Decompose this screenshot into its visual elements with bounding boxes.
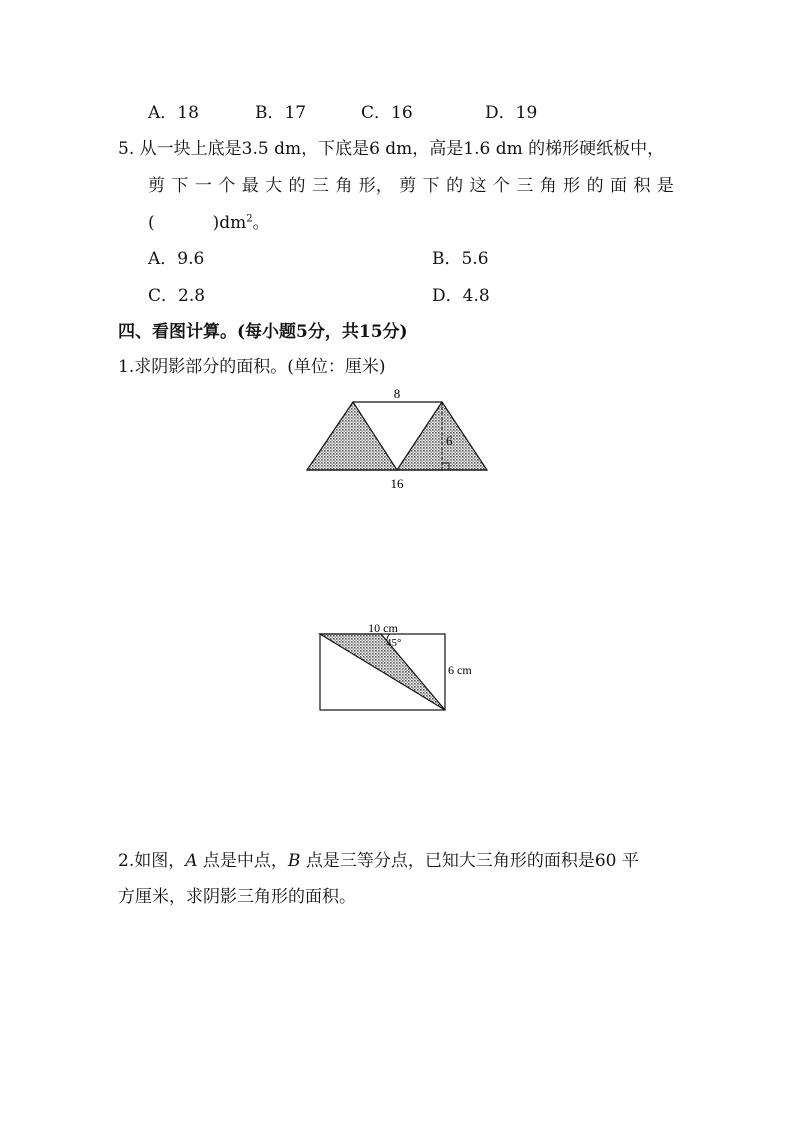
q5-line2-char: 三 <box>311 176 329 196</box>
blank-close-unit: )dm <box>212 213 247 233</box>
q4-option-b: B．17 <box>255 103 307 123</box>
side-length-label: 6 cm <box>448 663 472 677</box>
q5-line2-char: 的 <box>586 176 604 196</box>
q5-line2-char: 形 <box>563 176 581 196</box>
q5-line2 <box>148 171 674 196</box>
q5-line2-char: 的 <box>288 176 306 196</box>
q4-option-d: D．19 <box>485 103 538 123</box>
angle-label: 45° <box>386 637 402 649</box>
q5-line2-char: 这 <box>469 176 487 196</box>
q5-line2-char: 个 <box>492 176 510 196</box>
q5-option-a: A．9.6 <box>148 249 205 269</box>
q5-line2-char: 下 <box>422 176 440 196</box>
unit-power: 2 <box>246 213 253 225</box>
point-a-label: A <box>185 851 198 871</box>
q5-line2-char: 的 <box>446 176 464 196</box>
q5-line2-char: 角 <box>335 176 353 196</box>
q4-option-c: C．16 <box>361 103 413 123</box>
height-label: 6 <box>446 433 453 448</box>
point-b-label: B <box>287 851 301 871</box>
q5-option-d: D．4.8 <box>432 286 490 306</box>
p2-text-1: 2.如图， <box>118 851 186 871</box>
shaded-triangle-left <box>307 402 397 470</box>
blank-open-paren: ( <box>148 213 155 233</box>
q5-option-b: B．5.6 <box>432 249 489 269</box>
p2-line2: 方厘米，求阴影三角形的面积。 <box>118 887 356 907</box>
p2-text-3: 点是三等分点，已知大三角形的面积是60 平 <box>300 851 639 871</box>
figure-rectangle <box>312 620 492 714</box>
top-length-label: 8 <box>393 386 401 401</box>
figure-trapezoid <box>300 384 495 492</box>
q5-line2-char: 面 <box>610 176 628 196</box>
q5-line2-char: 剪 <box>148 176 165 196</box>
top-length-label: 10 cm <box>368 621 398 635</box>
q5-option-c: C．2.8 <box>148 286 206 306</box>
q5-line2-char: 最 <box>241 176 259 196</box>
bottom-length-label: 16 <box>390 476 404 491</box>
q5-line2-char: 个 <box>218 176 236 196</box>
q5-line2-char: 积 <box>633 176 651 196</box>
q5-line2-char: 剪 <box>399 176 417 196</box>
q5-line3 <box>148 208 270 233</box>
period: 。 <box>252 213 270 233</box>
q5-line2-char: 大 <box>265 176 283 196</box>
p2-line1 <box>118 846 639 871</box>
q5-line2-char: 三 <box>516 176 534 196</box>
q5-line2-char: 下 <box>171 176 189 196</box>
p1-question: 1.求阴影部分的面积。(单位：厘米) <box>118 357 386 377</box>
q5-line1: 5. 从一块上底是3.5 dm，下底是6 dm，高是1.6 dm 的梯形硬纸板中， <box>118 139 665 159</box>
p2-text-2: 点是中点， <box>197 851 288 871</box>
q5-line2-char: 形， <box>358 176 393 196</box>
q5-line2-char: 角 <box>539 176 557 196</box>
q5-line2-char: 一 <box>194 176 212 196</box>
section-title: 四、看图计算。(每小题5分，共15分) <box>118 322 408 342</box>
q5-line2-char: 是 <box>656 176 674 196</box>
q4-option-a: A．18 <box>148 103 199 123</box>
